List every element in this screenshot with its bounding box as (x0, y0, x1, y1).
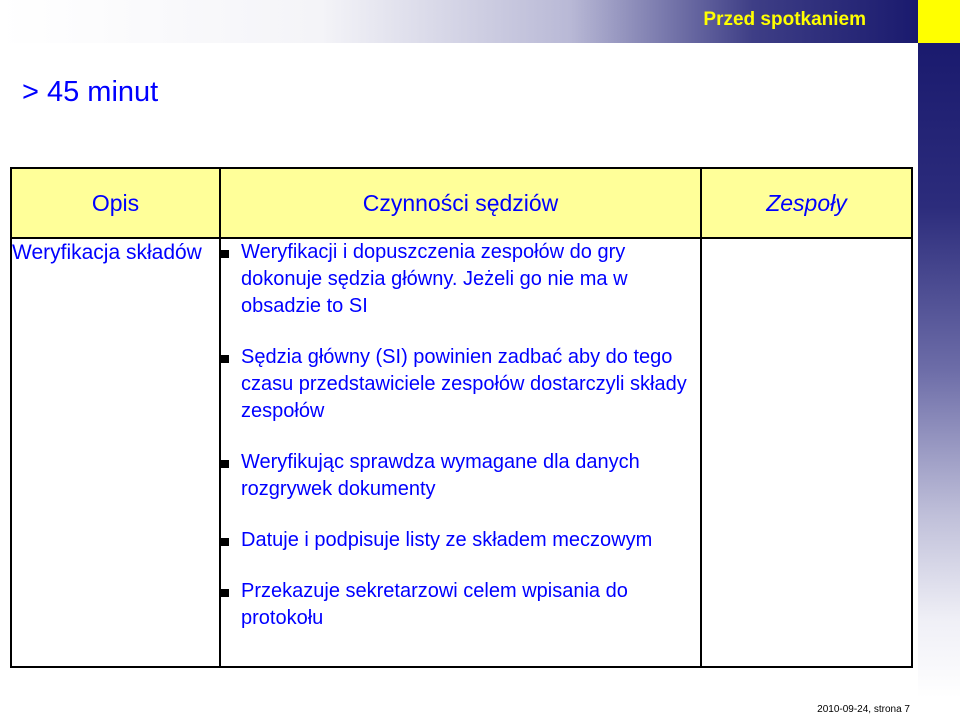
list-item (221, 344, 700, 425)
square-bullet-icon (221, 355, 229, 363)
right-gradient-band (918, 43, 960, 698)
list-item-text: Datuje i podpisuje listy ze składem meczowym (241, 529, 653, 551)
header-title: Przed spotkaniem (703, 9, 866, 30)
corner-yellow-square (918, 0, 960, 43)
column-header-opis: Opis (11, 168, 220, 238)
slide-title: > 45 minut (22, 76, 159, 108)
square-bullet-icon (221, 538, 229, 546)
header-gradient-band (0, 0, 918, 43)
list-item-text: Przekazuje sekretarzowi celem wpisania do protokołu (241, 580, 628, 629)
list-item-text: Weryfikując sprawdza wymagane dla danych rozgrywek dokumenty (241, 451, 640, 500)
list-item-text: Weryfikacji i dopuszczenia zespołów do gry dokonuje sędzia główny. Jeżeli go nie ma w obsadzie to SI (241, 241, 628, 317)
list-item (221, 527, 700, 554)
procedure-table (10, 167, 913, 668)
cell-czynnosci (220, 238, 701, 667)
square-bullet-icon (221, 250, 229, 258)
footer-date-page: 2010-09-24, strona 7 (817, 704, 910, 715)
list-item (221, 239, 700, 320)
square-bullet-icon (221, 589, 229, 597)
table-header-row (11, 168, 912, 238)
cell-opis: Weryfikacja składów (11, 238, 220, 667)
cell-zespoly (701, 238, 912, 667)
list-item (221, 449, 700, 503)
list-item (221, 578, 700, 632)
square-bullet-icon (221, 460, 229, 468)
table-row (11, 238, 912, 667)
column-header-czynnosci: Czynności sędziów (220, 168, 701, 238)
column-header-zespoly: Zespoły (701, 168, 912, 238)
list-item-text: Sędzia główny (SI) powinien zadbać aby do tego czasu przedstawiciele zespołów dostarczyli składy zespołów (241, 346, 687, 422)
czynnosci-list (221, 239, 700, 632)
